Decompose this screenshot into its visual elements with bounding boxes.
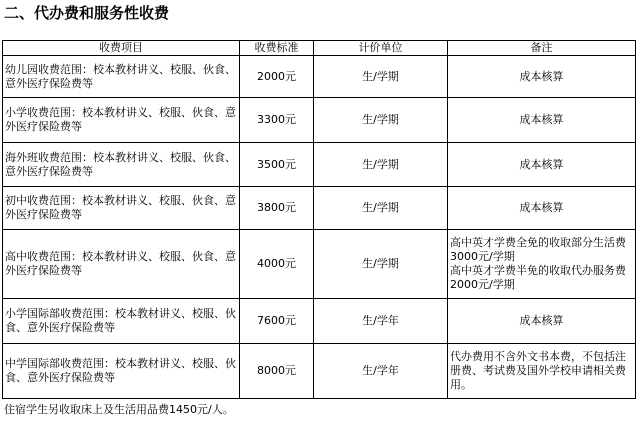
fee-unit: 生/学年 — [314, 299, 448, 344]
table-row — [3, 299, 636, 344]
fee-standard: 2000元 — [240, 56, 314, 98]
fee-note: 成本核算 — [448, 299, 636, 344]
fee-standard: 3800元 — [240, 187, 314, 230]
table-header-row — [3, 41, 636, 56]
fee-note: 代办费用不含外文书本费，不包括注册费、考试费及国外学校申请相关费用。 — [448, 344, 636, 399]
table-row — [3, 98, 636, 143]
fee-note: 成本核算 — [448, 187, 636, 230]
header-note: 备注 — [448, 41, 636, 56]
fee-item: 小学收费范围：校本教材讲义、校服、伙食、意外医疗保险费等 — [3, 98, 240, 143]
footer-note: 住宿学生另收取床上及生活用品费1450元/人。 — [4, 403, 234, 416]
fee-item: 高中收费范围：校本教材讲义、校服、伙食、意外医疗保险费等 — [3, 230, 240, 299]
fee-note: 成本核算 — [448, 56, 636, 98]
table-row — [3, 56, 636, 98]
fee-unit: 生/学期 — [314, 98, 448, 143]
fee-standard: 4000元 — [240, 230, 314, 299]
fee-item: 初中收费范围：校本教材讲义、校服、伙食、意外医疗保险费等 — [3, 187, 240, 230]
fee-note: 成本核算 — [448, 98, 636, 143]
section-title: 二、代办费和服务性收费 — [4, 4, 170, 22]
note-line: 高中英才学费全免的收取部分生活费 — [450, 236, 626, 249]
header-item: 收费项目 — [3, 41, 240, 56]
fee-note: 成本核算 — [448, 143, 636, 187]
table-row — [3, 143, 636, 187]
fee-standard: 8000元 — [240, 344, 314, 399]
fee-standard: 3300元 — [240, 98, 314, 143]
note-line: 高中英才学费半免的收取代办服务费 — [450, 264, 626, 277]
fee-item: 海外班收费范围：校本教材讲义、校服、伙食、意外医疗保险费等 — [3, 143, 240, 187]
note-line: 2000元/学期 — [450, 278, 515, 291]
fee-standard: 7600元 — [240, 299, 314, 344]
fee-standard: 3500元 — [240, 143, 314, 187]
fee-unit: 生/学期 — [314, 143, 448, 187]
fee-note — [448, 230, 636, 299]
fee-unit: 生/学期 — [314, 187, 448, 230]
table-row — [3, 187, 636, 230]
fee-unit: 生/学年 — [314, 344, 448, 399]
fee-unit: 生/学期 — [314, 230, 448, 299]
fee-table — [2, 40, 636, 399]
fee-item: 小学国际部收费范围：校本教材讲义、校服、伙食、意外医疗保险费等 — [3, 299, 240, 344]
note-line: 3000元/学期 — [450, 250, 515, 263]
table-row — [3, 344, 636, 399]
fee-item: 幼儿园收费范围：校本教材讲义、校服、伙食、意外医疗保险费等 — [3, 56, 240, 98]
header-unit: 计价单位 — [314, 41, 448, 56]
fee-item: 中学国际部收费范围：校本教材讲义、校服、伙食、意外医疗保险费等 — [3, 344, 240, 399]
table-row — [3, 230, 636, 299]
header-standard: 收费标准 — [240, 41, 314, 56]
fee-unit: 生/学期 — [314, 56, 448, 98]
